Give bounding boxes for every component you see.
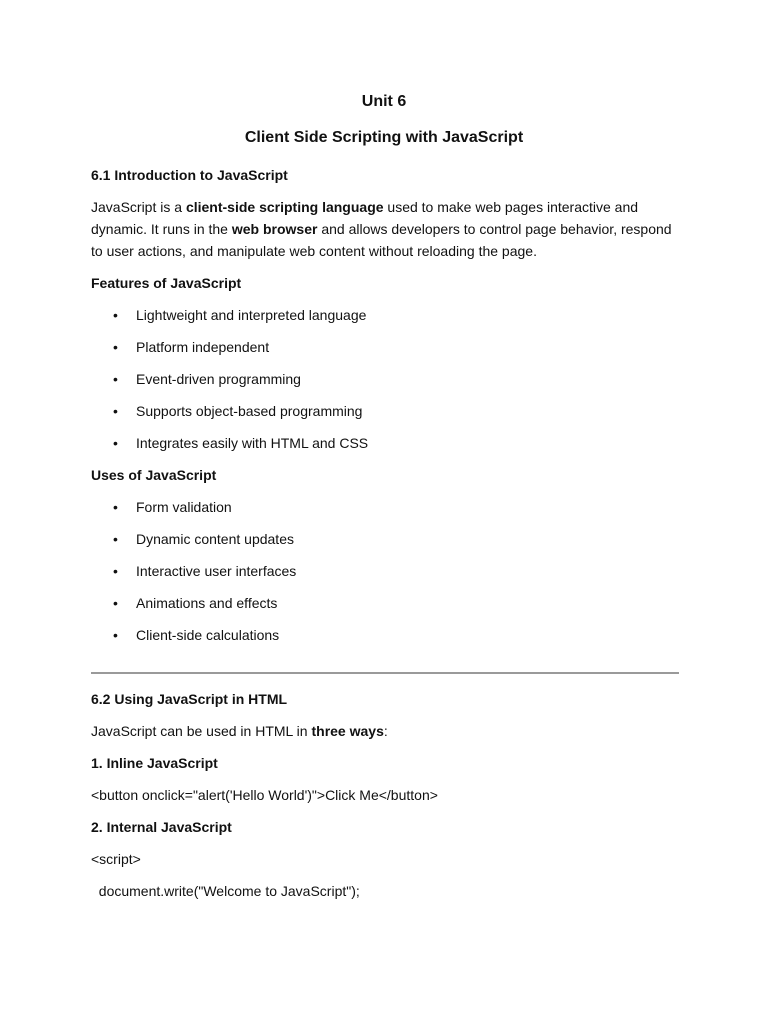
internal-code-line: document.write("Welcome to JavaScript");	[91, 883, 360, 899]
section-heading-using: 6.2 Using JavaScript in HTML	[91, 691, 288, 707]
internal-code-line: <script>	[91, 851, 141, 867]
bullet-icon: •	[113, 339, 118, 355]
inline-code-example: <button onclick="alert('Hello World')">Click Me</button>	[91, 787, 438, 803]
list-item-text: Integrates easily with HTML and CSS	[136, 435, 369, 451]
text-run: used to make web pages interactive and dynamic. It runs in the	[91, 199, 639, 237]
using-intro-paragraph	[91, 720, 681, 742]
list-item-text: Supports object-based programming	[136, 403, 363, 419]
list-item-text: Form validation	[136, 499, 232, 515]
bullet-icon: •	[113, 563, 118, 579]
text-run: JavaScript can be used in HTML in	[91, 723, 312, 739]
inline-js-heading: 1. Inline JavaScript	[91, 755, 218, 771]
list-item-text: Lightweight and interpreted language	[136, 307, 367, 323]
list-item	[91, 336, 681, 358]
list-item	[91, 528, 681, 550]
bullet-icon: •	[113, 403, 118, 419]
text-run: and allows developers to control page behavior, respond to user actions, and manipulate web content without reloading the page.	[91, 221, 672, 259]
list-item-text: Dynamic content updates	[136, 531, 294, 547]
bullet-icon: •	[113, 531, 118, 547]
list-item	[91, 368, 681, 390]
features-heading: Features of JavaScript	[91, 275, 242, 291]
list-item-text: Client-side calculations	[136, 627, 280, 643]
list-item	[91, 592, 681, 614]
document-body	[91, 164, 681, 912]
bullet-icon: •	[113, 595, 118, 611]
text-run: JavaScript is a	[91, 199, 186, 215]
list-item	[91, 496, 681, 518]
section-heading-intro: 6.1 Introduction to JavaScript	[91, 167, 288, 183]
list-item-text: Event-driven programming	[136, 371, 301, 387]
uses-heading: Uses of JavaScript	[91, 467, 217, 483]
unit-title: Unit 6	[361, 93, 407, 110]
uses-list	[91, 496, 681, 646]
list-item	[91, 304, 681, 326]
bullet-icon: •	[113, 371, 118, 387]
intro-paragraph	[91, 196, 681, 262]
list-item	[91, 560, 681, 582]
bullet-icon: •	[113, 627, 118, 643]
list-item	[91, 624, 681, 646]
bold-term: client-side scripting language	[185, 199, 384, 215]
list-item-text: Animations and effects	[136, 595, 278, 611]
internal-js-heading: 2. Internal JavaScript	[91, 819, 232, 835]
list-item-text: Platform independent	[136, 339, 270, 355]
features-list	[91, 304, 681, 454]
bullet-icon: •	[113, 307, 118, 323]
bullet-icon: •	[113, 435, 118, 451]
bold-term: web browser	[231, 221, 318, 237]
document-title: Client Side Scripting with JavaScript	[244, 129, 524, 146]
list-item	[91, 400, 681, 422]
bullet-icon: •	[113, 499, 118, 515]
section-divider	[91, 672, 679, 674]
text-run: :	[383, 723, 388, 739]
list-item	[91, 432, 681, 454]
list-item-text: Interactive user interfaces	[136, 563, 297, 579]
bold-term: three ways	[311, 723, 384, 739]
